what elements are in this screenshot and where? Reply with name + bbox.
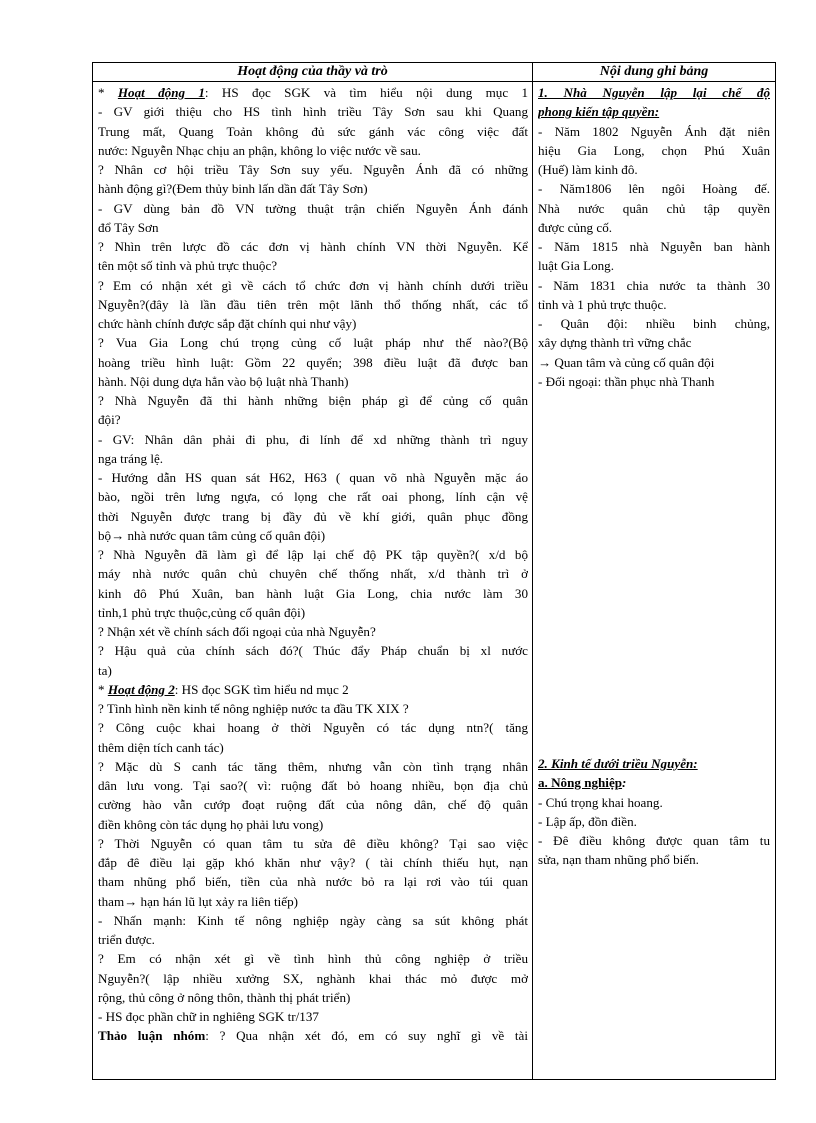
text-line: ? Công cuộc khai hoang ở thời Nguyễn có tác dụng ntn?( tăng — [98, 720, 528, 736]
text-line: ? Thời Nguyễn có quan tâm tu sửa đê điều không? Tại sao việc — [98, 835, 528, 851]
spacer — [538, 391, 770, 754]
note-line: → Quan tâm và củng cố quân đội — [538, 354, 715, 370]
text-line: ? Nhân cơ hội triều Tây Sơn suy yếu. Nguyễn Ánh đã có những — [98, 162, 528, 177]
text-line: rộng, thủ công ở nông thôn, thành thị phát triển) — [98, 989, 351, 1005]
text-line: - Hướng dẫn HS quan sát H62, H63 ( quan võ nhà Nguyễn mặc áo — [98, 470, 528, 485]
section-2a-heading: a. Nông nghiệp: — [538, 775, 627, 791]
text-line: - Nhấn mạnh: Kinh tế nông nghiệp ngày càng sa sút không phát — [98, 912, 528, 928]
section-1-title: 1. Nhà Nguyễn lập lại chế độ — [538, 85, 770, 100]
activity-2-heading: * Hoạt động 2: HS đọc SGK tìm hiểu nd mục 2 — [98, 681, 349, 697]
text-line: ? Vua Gia Long chú trọng củng cố luật pháp như thế nào?(Bộ — [98, 335, 528, 351]
activity-1-heading: * Hoạt động 1: HS đọc SGK và tìm hiểu nội dung mục 1 — [98, 85, 528, 100]
group-discussion-line: Thảo luận nhóm: ? Qua nhận xét đó, em có suy nghĩ gì về tài — [98, 1028, 528, 1044]
note-line: được củng cố. — [538, 219, 613, 235]
text-line: ? Hậu quả của chính sách đó?( Thúc đẩy Pháp chuẩn bị xl nước — [98, 643, 528, 659]
text-line: - GV dùng bản đồ VN tường thuật trận chiến Nguyễn Ánh đánh — [98, 200, 528, 216]
text-line: ? Mặc dù S canh tác tăng thêm, nhưng vẫn còn tình trạng nhân — [98, 758, 528, 774]
text-line: ? Nhìn trên lược đồ các đơn vị hành chính VN thời Nguyễn. Kể — [98, 239, 528, 254]
text-line: tên một số tỉnh và phủ trực thuộc? — [98, 258, 278, 274]
note-line: - Đối ngoại: thần phục nhà Thanh — [538, 373, 715, 389]
section-2-title: 2. Kinh tế dưới triều Nguyễn: — [538, 756, 698, 771]
text-line: thời Nguyễn được trang bị đầy đủ về khí giới, quân phục đồng — [98, 508, 528, 524]
note-line: xây dựng thành trì vững chắc — [538, 335, 692, 351]
section-1-title-cont: phong kiến tập quyền: — [538, 104, 660, 120]
text-line: ? Nhà Nguyễn đã thi hành những biện pháp gì để củng cố quân — [98, 393, 528, 408]
note-line: - Lập ấp, đồn điền. — [538, 813, 637, 829]
text-line: ? Tình hình nền kinh tế nông nghiệp nước ta đầu TK XIX ? — [98, 701, 409, 716]
text-line: kinh đô Phú Xuân, ban hành luật Gia Long, chia nước làm 30 — [98, 585, 528, 601]
table-body-row — [93, 82, 776, 1080]
text-line: triển được. — [98, 932, 155, 947]
text-line: nước: Nguyễn Nhạc chịu an phận, không lo việc nước về sau. — [98, 142, 421, 158]
activity-2-title: Hoạt động 2 — [107, 681, 175, 697]
text-line: hành động gì?(Đem thủy binh lấn dần đất Tây Sơn) — [98, 181, 368, 197]
text-line: nga tráng lệ. — [98, 450, 164, 466]
text-line: điền không còn tác dụng họ phải lưu vong) — [98, 816, 324, 832]
text-line: ta) — [98, 662, 112, 678]
note-line: (Huế) làm kinh đô. — [538, 162, 638, 177]
text-line: đội? — [98, 412, 121, 428]
board-notes — [533, 82, 776, 1080]
section-2a-title: a. Nông nghiệp — [538, 775, 623, 791]
note-line: - Chú trọng khai hoang. — [538, 794, 663, 810]
text-line: tham→ hạn hán lũ lụt xảy ra liên tiếp) — [98, 893, 298, 909]
teacher-student-activities — [93, 82, 533, 1080]
text-line: chức hành chính được sắp đặt chính qui như vậy) — [98, 316, 357, 331]
text-line: đắp đê điều lại gặp khó khăn như vậy? ( tài chính thiếu hụt, nạn — [98, 855, 528, 870]
text-line: hoàng triều hình luật: Gồm 22 quyển; 398 điều luật đã được ban — [98, 354, 528, 370]
text-line: tham nhũng phổ biến, tiền của nhà nước bỏ ra lại rơi vào túi quan — [98, 874, 528, 890]
text-line: hành. Nội dung dựa hẳn vào bộ luật nhà Thanh) — [98, 373, 349, 389]
text-line: - GV giới thiệu cho HS tình hình triều Tây Sơn sau khi Quang — [98, 104, 528, 120]
text-line: bộ→ nhà nước quan tâm củng cố quân đội) — [98, 527, 326, 543]
note-line: - Năm 1831 chia nước ta thành 30 — [538, 277, 770, 293]
lesson-plan-table — [92, 62, 776, 1080]
header-right: Nội dung ghi bảng — [533, 63, 776, 82]
text-line: ? Nhận xét về chính sách đối ngoại của nhà Nguyễn? — [98, 624, 376, 639]
text-line: Nguyễn?(đây là lần đầu tiên trên một lãnh thổ thống nhất, các tổ — [98, 296, 528, 312]
text-line: ? Nhà Nguyễn đã làm gì để lập lại chế độ PK tập quyền?( x/d bộ — [98, 547, 528, 562]
header-left: Hoạt động của thầy và trò — [93, 63, 533, 82]
text-line: - HS đọc phần chữ in nghiêng SGK tr/137 — [98, 1009, 319, 1024]
note-line: - Năm 1815 nhà Nguyễn ban hành — [538, 239, 770, 254]
text-line: cường hào vẫn cướp đoạt ruộng đất của nông dân, chế độ quân — [98, 797, 528, 813]
note-line: luật Gia Long. — [538, 258, 614, 274]
text-line: Trung mất, Quang Toản không đủ sức gánh vác công việc đất — [98, 123, 528, 139]
text-line: ? Em có nhận xét gì về tình hình thủ công nghiệp ở triều — [98, 951, 528, 967]
text-line: Nguyễn?( lập nhiều xưởng SX, nghành khai thác mỏ được mở — [98, 970, 528, 986]
note-line: tỉnh và 1 phủ trực thuộc. — [538, 296, 667, 312]
note-line: Nhà nước quân chủ tập quyền — [538, 200, 770, 216]
note-line: - Năm1806 lên ngôi Hoàng đế. — [538, 181, 770, 197]
text-line: bào, ngồi trên lưng ngựa, có lọng che rất oai phong, lính cận vệ — [98, 489, 528, 505]
text-line: - GV: Nhân dân phải đi phu, đi lính để xd những thành trì nguy — [98, 431, 528, 447]
note-line: hiệu Gia Long, chọn Phú Xuân — [538, 142, 770, 158]
text-line: dân lưu vong. Tại sao?( vì: ruộng đất bỏ hoang nhiều, bọn địa chủ — [98, 778, 528, 793]
note-line: sửa, nạn tham nhũng phổ biến. — [538, 852, 699, 868]
text-line: thêm diện tích canh tác) — [98, 739, 224, 755]
table-header-row — [93, 63, 776, 82]
group-discussion-label: Thảo luận nhóm — [98, 1028, 206, 1044]
text-line: đổ Tây Sơn — [98, 219, 159, 235]
note-line: - Năm 1802 Nguyễn Ánh đặt niên — [538, 123, 770, 139]
activity-1-title: Hoạt động 1 — [117, 85, 205, 100]
note-line: - Quân đội: nhiều binh chủng, — [538, 316, 770, 331]
text-line: tỉnh,1 phủ trực thuộc,củng cố quân đội) — [98, 604, 306, 620]
text-line: máy nhà nước quân chủ chuyên chế thống nhất, x/d thành trì ở — [98, 566, 528, 582]
note-line: - Đê điều không được quan tâm tu — [538, 833, 770, 848]
text-line: ? Em có nhận xét gì về cách tổ chức đơn vị hành chính dưới triều — [98, 277, 528, 293]
